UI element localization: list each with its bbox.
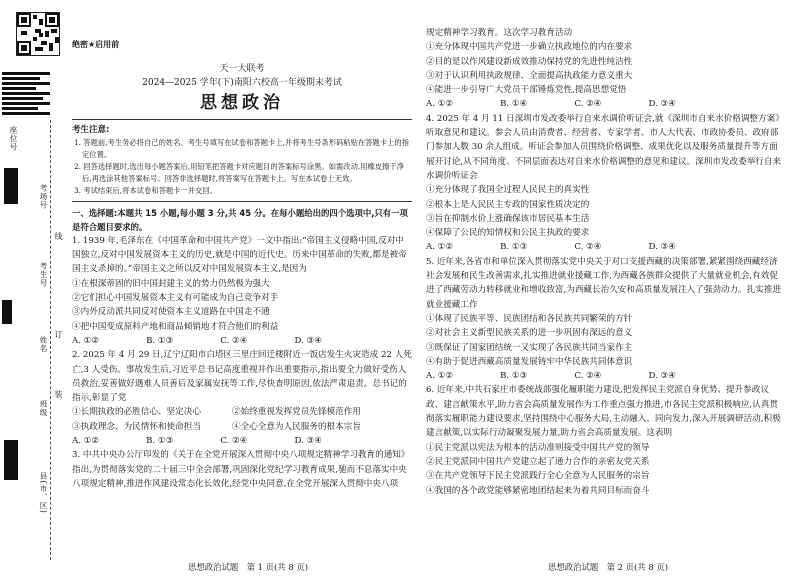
choice-c: C. ②④ [574,371,602,382]
subject-title: 思想政治 [200,93,284,114]
choice-b: B. ①③ [500,242,528,253]
choice-a: A. ①② [72,436,100,447]
q5-choices [426,369,676,383]
binding-strip [0,0,66,579]
barcode-lines-icon [2,72,50,120]
q1-choices [72,334,322,348]
q5-option: ①体现了民族平等、民族团结和各民族共同繁荣的方针 [426,313,633,324]
q2-option: ①长期执政的必胜信心、坚定决心 [72,407,201,418]
cut-mark-staple: 装 [54,390,63,399]
q4-option: ③旨在抑制水价上涨确保该市居民基本生活 [426,213,590,224]
exam-header-org: 天一大联考 [219,64,265,75]
right-column [426,26,786,498]
q1-option: ③内外反动派共同反对使资本主义道路在中国走不通 [72,307,270,318]
q1-option: ④把中国变成原料产地和商品倾销地才符合他们的利益 [72,321,279,332]
county-label: 县(市、区) [39,472,48,514]
q2-options-row [72,420,392,434]
confidential-mark: 绝密★启用前 [72,40,120,49]
binding-mark [2,300,12,324]
notice-item: 2. 回答选择题时,选出每小题答案后,用铅笔把答题卡对应题目的答案标号涂黑。如需改动,用橡皮擦干净后,再选涂其他答案标号。回答非选择题时,将答案写在答题卡上。写在本试卷上无效。 [74,161,405,183]
candidate-number-label: 考生号 [39,262,48,288]
q4-option: ①充分体现了我国全过程人民民主的真实性 [426,185,590,196]
q2-choices [72,434,322,448]
choice-c: C. ②④ [574,242,602,253]
question-1-stem: 1. 1939 年,毛泽东在《中国革命和中国共产党》一文中指出:“帝国主义侵略中国,反对中国独立,反对中国发展资本主义的历史,就是中国的近代史。历来中国革命的失败,都是被帝国主义杀掉的。”帝国主义之所以反对中国发展资本主义,是因为 [72,235,407,275]
notice-item: 1. 答题前,考生务必将自己的姓名、考生号填写在试卷和答题卡上,并将考生号条形码粘贴在答题卡上的指定位置。 [74,137,409,159]
q3-option: ④能进一步引导广大党员干部锤炼党性,提高思想觉悟 [426,85,627,96]
question-2-stem: 2. 2025 年 4 月 29 日,辽宁辽阳市白塔区三里庄回迁楼附近一饭店发生火灾造成 22 人死亡,3 人受伤。事故发生后,习近平总书记高度重视并作出重要指示,指出要全力做好受伤人员救治,妥善做好遇难人员善后及家属安抚等工作,尽快查明原因,依法严肃追责。总书记的指示,彰显了党 [72,350,412,404]
choice-c: C. ②④ [574,99,602,110]
q6-option: ④我国的各个政党能够紧密地团结起来为着共同目标而奋斗 [426,485,650,496]
page-footer-right: 思想政治试题 第 2 页(共 8 页) [548,562,668,572]
binding-mark [4,440,18,480]
q3-option: ②目的是以作风建设新成效推动保持党的先进性纯洁性 [426,56,633,67]
question-6-stem: 6. 近年来,中共石家庄市委统战部强化履职能力建设,把发挥民主党派自身优势、提升参政议政、建言献策水平,助力省会高质量发展作为工作重点强力推进,市各民主党派积极响应,认真贯彻落实履职能力建设要求,坚持围绕中心服务大局,主动融入、同向发力,深入开展调研活动,积极建言献策,以实际行动凝聚发展力量,助力省会高质量发展。这表明 [426,385,781,439]
class-label: 班级 [39,400,48,417]
q2-option: ③执政理念、为民情怀和使命担当 [72,421,201,432]
cut-mark-line: 线 [54,232,63,241]
exam-room-label: 考场号 [39,184,48,210]
choice-d: D. ③④ [294,335,322,346]
question-5-stem: 5. 近年来,各省市和单位深入贯彻落实党中央关于对口支援西藏的决策部署,紧紧围绕西藏经济社会发展和民生改善需求,扎实推进就业援藏工作,为西藏各族群众提供了大量就业机会,有效促进了西藏劳动力转移就业和增收致富,为西藏长治久安和高质量发展注入了强劲动力。扎实推进就业援藏工作 [426,256,782,310]
q2-option: ②始终重视发挥党员先锋模范作用 [232,407,361,418]
choice-b: B. ①③ [146,335,174,346]
exam-header-title: 2024—2025 学年(下)南阳六校高一年级期末考试 [142,78,342,89]
choice-d: D. ③④ [648,99,676,110]
q4-option: ②根本上是人民民主专政的国家性质决定的 [426,199,590,210]
question-3-stem: 3. 中共中央办公厅印发的《关于在全党开展深入贯彻中央八项规定精神学习教育的通知》指出,为贯彻落实党的二十届三中全会部署,巩固深化党纪学习教育成果,驰而不息落实中央八项规定精神,推进作风建设常态化长效化,经党中央同意,在全党开展深入贯彻中央八项 [72,450,410,489]
q6-option: ③在共产党领导下民主党派践行全心全意为人民服务的宗旨 [426,471,650,482]
q2-option: ④全心全意为人民服务的根本宗旨 [232,421,361,432]
choice-a: A. ①② [426,371,454,382]
q5-option: ③既保证了国家团结统一又实现了各民族共同当家作主 [426,342,633,353]
page-footer-left: 思想政治试题 第 1 页(共 8 页) [188,562,308,572]
binding-mark [4,168,18,204]
choice-b: B. ①③ [500,371,528,382]
cut-line [50,120,51,560]
notice-box [72,119,412,202]
q2-options-row [72,405,392,419]
seat-number-label: 座位号 [9,126,18,152]
q5-option: ②对社会主义新型民族关系的进一步巩固有深远的意义 [426,328,633,339]
question-4-stem: 4. 2025 年 4 月 11 日深圳市发改委举行自来水调价听证会,就《深圳市自来水价格调整方案》听取意见和建议。参会人员由消费者、经营者、专家学者、市人大代表、市政协委员、政府部门参加人数 30 余人组成。听证会参加人员围绕价格调整、成果优化以及服务质量提升等方面展开讨论,从不同角度、不同层面表达对自来水价格调整的意见和建议。深圳市发改委举行自来水调价听证会 [426,113,784,181]
q5-option: ④有助于促进西藏高质量发展铸牢中华民族共同体意识 [426,356,633,367]
q4-option: ④保障了公民的知情权和公民主执政的要求 [426,228,590,239]
choice-d: D. ③④ [648,242,676,253]
section-heading: 一、选择题:本题共 15 小题,每小题 3 分,共 45 分。在每小题给出的四个选项中,只有一项是符合题目要求的。 [72,207,408,232]
choice-a: A. ①② [426,99,454,110]
choice-d: D. ③④ [648,371,676,382]
notice-item: 3. 考试结束后,将本试卷和答题卡一并交回。 [74,185,217,195]
choice-a: A. ①② [426,242,454,253]
left-column [72,38,412,491]
choice-d: D. ③④ [294,436,322,447]
q6-option: ①民主党派以宪法为根本的活动准则接受中国共产党的领导 [426,442,650,453]
q6-option: ②民主党派同中国共产党建立起了通力合作的亲密友党关系 [426,456,650,467]
q4-choices [426,240,676,254]
choice-a: A. ①② [72,335,100,346]
qr-code-icon [16,12,60,56]
cut-mark-bind: 订 [54,330,63,339]
q1-option: ②它们担心中国发展资本主义有可能成为自己竞争对手 [72,293,279,304]
name-label: 姓名 [39,336,48,353]
choice-c: C. ②④ [220,436,248,447]
q1-option: ①在根深蒂固的旧中国封建主义的势力仍然极为强大 [72,278,270,289]
q3-option: ①充分体现中国共产党进一步确立执政地位的内在要求 [426,42,633,53]
q3-option: ③对于认识利用执政规律、全面提高执政能力意义重大 [426,70,633,81]
notice-title: 考生注意: [72,124,110,135]
choice-c: C. ②④ [220,335,248,346]
choice-b: B. ①④ [500,99,528,110]
choice-b: B. ①③ [146,436,174,447]
q3-choices [426,97,676,111]
q3-continued: 规定精神学习教育。这次学习教育活动 [426,28,573,38]
